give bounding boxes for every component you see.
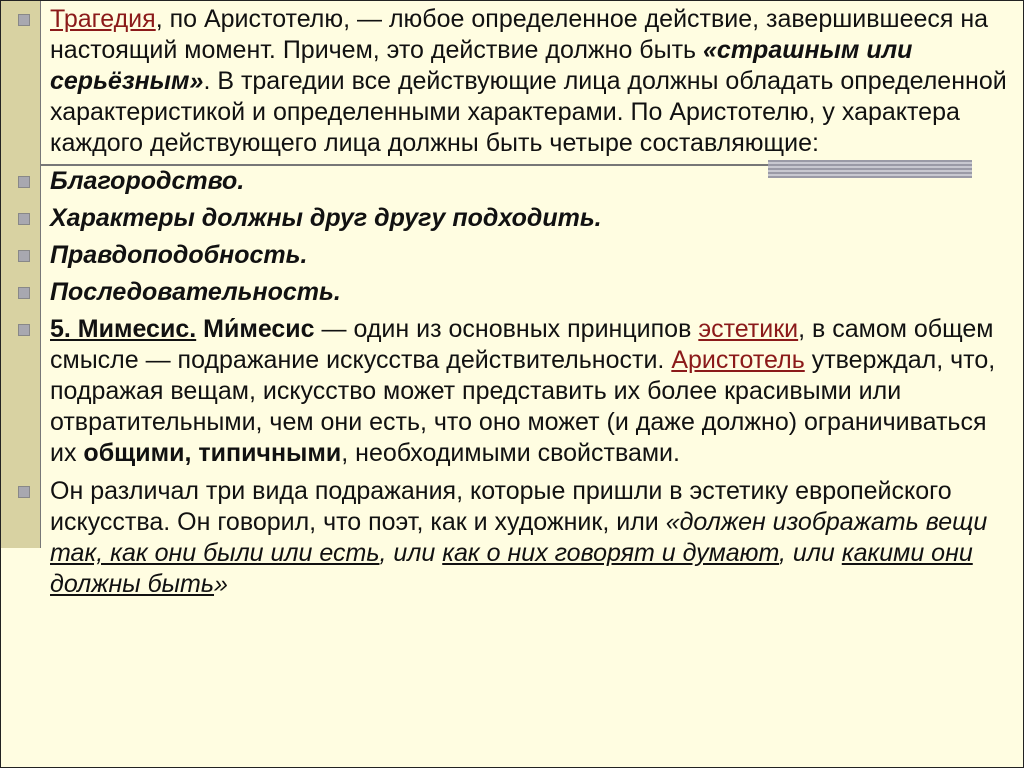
list-item xyxy=(18,166,1008,197)
link-aesthetics[interactable]: эстетики xyxy=(698,315,799,343)
quote-text: «должен изображать вещи xyxy=(665,508,988,536)
list-item-text: Последовательность. xyxy=(50,278,341,306)
square-bullet-icon xyxy=(18,176,30,188)
quote-text: , или xyxy=(779,539,842,567)
paragraph-imitation-types xyxy=(18,476,1008,600)
list-item-text: Характеры должны друг другу подходить. xyxy=(50,204,602,232)
text: . В трагедии все действующие лица должны обладать определенной характеристикой и определенными характерами. По Аристотелю, у характера каждого действующего лица должны быть четыре составляющие: xyxy=(50,67,1007,157)
link-tragedy[interactable]: Трагедия xyxy=(50,5,156,33)
mimesis-heading: 5. Мимесис. xyxy=(50,315,197,343)
square-bullet-icon xyxy=(18,213,30,225)
paragraph-tragedy xyxy=(18,4,1008,159)
slide-content xyxy=(18,4,1008,607)
quote-text: , или xyxy=(379,539,443,567)
text: , в самом общем смысле — подражание искусства действительности. xyxy=(50,315,994,374)
paragraph-mimesis xyxy=(18,314,1008,469)
text: , по Аристотелю, — любое определенное действие, завершившееся на настоящий момент. Причем, это действие должно быть xyxy=(50,5,989,64)
quote-underlined: так, как они были или есть xyxy=(50,539,380,567)
text: Он различал три вида подражания, которые пришли в эстетику европейского искусства. Он говорил, что поэт, как и художник, или xyxy=(50,477,952,536)
list-item xyxy=(18,277,1008,308)
list-item xyxy=(18,203,1008,234)
text: — один из основных принципов xyxy=(314,315,699,343)
text: , необходимыми свойствами. xyxy=(341,439,680,467)
emphasis-text: «страшным или серьёзным» xyxy=(50,36,913,95)
quote-underlined: какими они должны быть xyxy=(50,539,973,598)
link-aristotle[interactable]: Аристотель xyxy=(671,346,805,374)
emphasis-text: общими, типичными xyxy=(83,439,342,467)
square-bullet-icon xyxy=(18,287,30,299)
quote-underlined: как о них говорят и думают xyxy=(442,539,780,567)
square-bullet-icon xyxy=(18,486,30,498)
list-item-text: Правдоподобность. xyxy=(50,241,308,269)
square-bullet-icon xyxy=(18,14,30,26)
list-item xyxy=(18,240,1008,271)
list-item-text: Благородство. xyxy=(50,167,245,195)
quote-text: » xyxy=(214,570,228,598)
mimesis-term: Ми́месис xyxy=(203,315,315,343)
square-bullet-icon xyxy=(18,250,30,262)
square-bullet-icon xyxy=(18,324,30,336)
text: утверждал, что, подражая вещам, искусство может представить их более красивыми или отвратительными, чем они есть, что оно может (и даже должно) ограничиваться их xyxy=(50,346,996,467)
